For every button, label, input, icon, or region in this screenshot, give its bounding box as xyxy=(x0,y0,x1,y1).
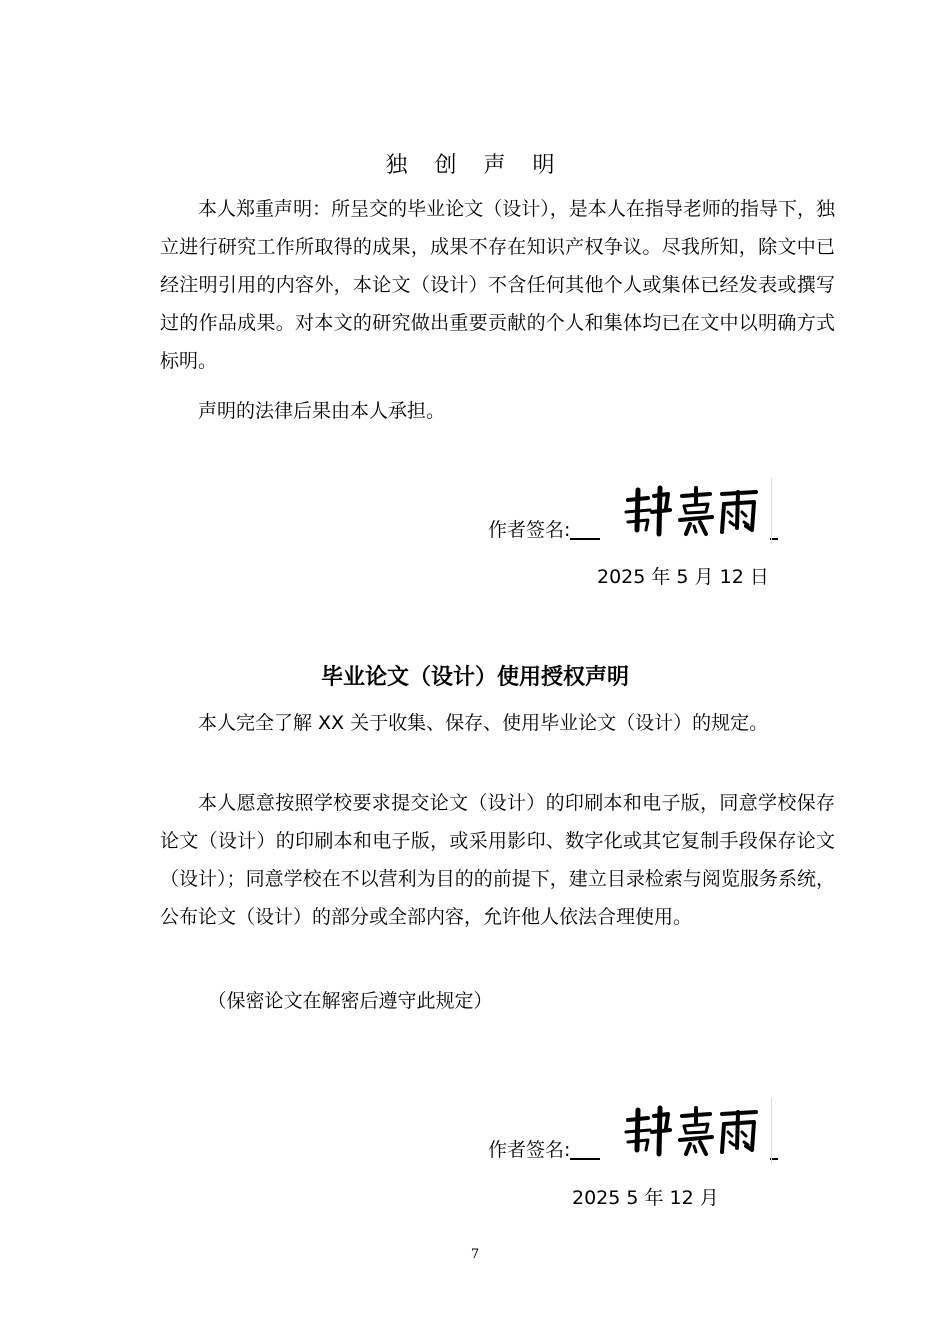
declaration-signature-row xyxy=(488,478,778,544)
declaration-paragraph-1: 本人郑重声明：所呈交的毕业论文（设计），是本人在指导老师的指导下，独立进行研究工作所取得的成果，成果不存在知识产权争议。尽我所知，除文中已经注明引用的内容外，本论文（设计）不含任何其他个人或集体已经发表或撰写过的作品成果。对本文的研究做出重要贡献的个人和集体均已在文中以明确方式标明。 xyxy=(160,198,835,372)
signature-label: 作者签名: xyxy=(488,1139,571,1161)
authorization-paragraph-2: 本人愿意按照学校要求提交论文（设计）的印刷本和电子版，同意学校保存论文（设计）的印刷本和电子版，或采用影印、数字化或其它复制手段保存论文（设计）；同意学校在不以营利为目的的前提下，建立目录检索与阅览服务系统，公布论文（设计）的部分或全部内容，允许他人依法合理使用。 xyxy=(160,792,835,928)
authorization-signature-row xyxy=(488,1098,778,1164)
page-number: 7 xyxy=(470,1247,480,1262)
signature-underline xyxy=(570,1158,600,1160)
handwritten-signature xyxy=(610,478,770,544)
declaration-paragraph-2: 声明的法律后果由本人承担。 xyxy=(198,400,446,422)
declaration-title: 独 创 声 明 xyxy=(385,153,565,178)
handwritten-signature xyxy=(610,1098,770,1164)
signature-underline xyxy=(570,538,600,540)
authorization-date: 2025 5 年 12 月 xyxy=(572,1187,719,1209)
declaration-date: 2025 年 5 月 12 日 xyxy=(597,566,769,588)
authorization-paragraph-3: （保密论文在解密后遵守此规定） xyxy=(207,990,493,1012)
signature-label: 作者签名: xyxy=(488,519,571,541)
authorization-paragraph-1: 本人完全了解 XX 关于收集、保存、使用毕业论文（设计）的规定。 xyxy=(198,712,769,734)
authorization-title: 毕业论文（设计）使用授权声明 xyxy=(320,665,629,690)
